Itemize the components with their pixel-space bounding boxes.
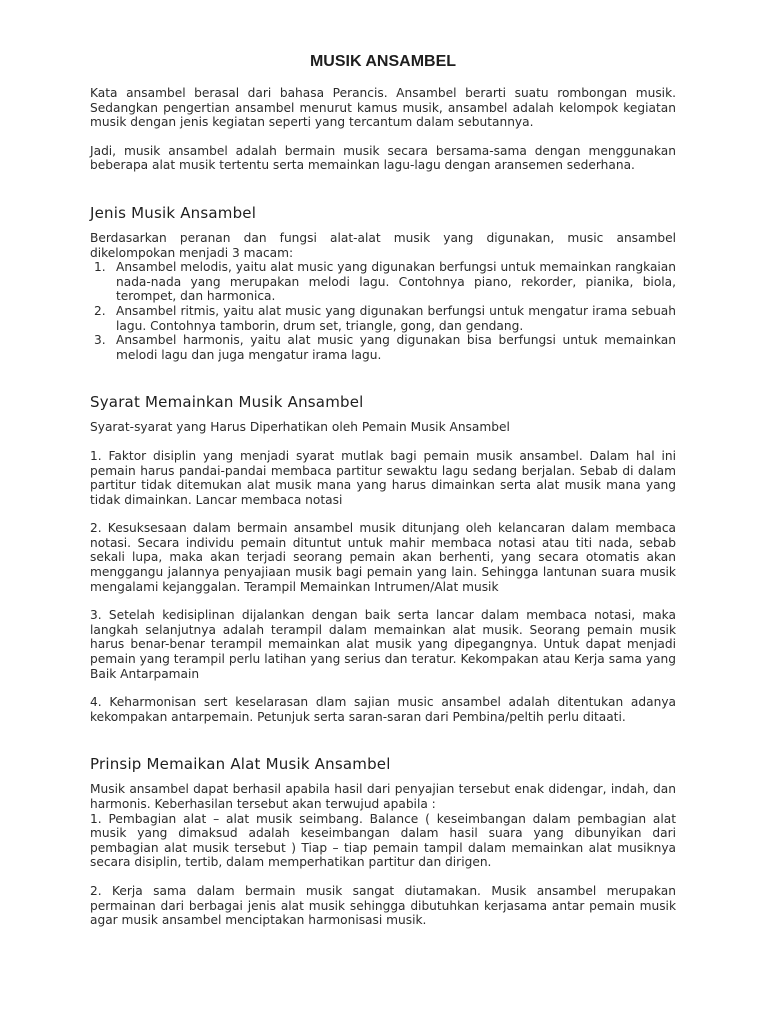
syarat-lead: Syarat-syarat yang Harus Diperhatikan oleh Pemain Musik Ansambel	[90, 420, 510, 435]
prinsip-paragraph-3: 2. Kerja sama dalam bermain musik sangat diutamakan. Musik ansambel merupakan permainan dari berbagai jenis alat musik sehingga dibutuhkan kerjasama antar pemain musik agar musik ansambel menciptakan harmonisasi musik.	[90, 883, 676, 928]
list-item-text: Ansambel ritmis, yaitu alat music yang digunakan berfungsi untuk mengatur irama sebuah lagu. Contohnya tamborin, drum set, triangle, gong, dan gendang.	[116, 303, 676, 333]
list-item	[90, 260, 676, 304]
jenis-lead: Berdasarkan peranan dan fungsi alat-alat musik yang digunakan, music ansambel dikelompokan menjadi 3 macam:	[90, 230, 676, 260]
list-item	[90, 333, 676, 362]
document-title: MUSIK ANSAMBEL	[309, 53, 457, 70]
syarat-paragraph-2: 2. Kesuksesaan dalam bermain ansambel musik ditunjang oleh kelancaran dalam membaca notasi. Secara individu pemain dituntut untuk mahir membaca notasi atau titi nada, sebab sekali lupa, maka akan terjadi seorang pemain akan berhenti, yang secara otomatis akan menggangu jalannya penyajiaan musik bagi pemain yang lain. Sehingga lantunan suara musik mengalami kejanggalan. Terampil Memainkan Intrumen/Alat musik	[90, 521, 676, 594]
syarat-paragraph-3: 3. Setelah kedisiplinan dijalankan dengan baik serta lancar dalam membaca notasi, maka langkah selanjutnya adalah terampil dalam memainkan alat musik. Seorang pemain musik harus benar-benar terampil memainkan alat musik yang dipegangnya. Untuk dapat menjadi pemain yang terampil perlu latihan yang serius dan teratur. Kekompakan atau Kerja sama yang Baik Antarpamain	[90, 608, 676, 681]
list-item-number: 3.	[94, 333, 106, 348]
intro-paragraph-1: Kata ansambel berasal dari bahasa Perancis. Ansambel berarti suatu rombongan musik. Sedangkan pengertian ansambel menurut kamus musik, ansambel adalah kelompok kegiatan musik dengan jenis kegiatan seperti yang tercantum dalam sebutannya.	[90, 86, 676, 130]
prinsip-paragraph-1: Musik ansambel dapat berhasil apabila hasil dari penyajian tersebut enak didengar, indah, dan harmonis. Keberhasilan tersebut akan terwujud apabila :	[90, 782, 676, 811]
list-item-text: Ansambel melodis, yaitu alat music yang digunakan berfungsi untuk memainkan rangkaian nada-nada yang merupakan melodi lagu. Contohnya piano, rekorder, pianika, biola, terompet, dan harmonica.	[116, 260, 676, 304]
heading-syarat: Syarat Memainkan Musik Ansambel	[90, 393, 364, 412]
intro-paragraph-2: Jadi, musik ansambel adalah bermain musik secara bersama-sama dengan menggunakan beberapa alat musik tertentu serta memainkan lagu-lagu dengan aransemen sederhana.	[90, 143, 676, 173]
heading-prinsip: Prinsip Memaikan Alat Musik Ansambel	[90, 755, 391, 774]
list-item-number: 2.	[94, 303, 106, 318]
prinsip-paragraph-2: 1. Pembagian alat – alat musik seimbang. Balance ( keseimbangan dalam pembagian alat musik yang dimaksud adalah keseimbangan dalam hasil suara yang dibunyikan dari pembagian alat musik tersebut ) Tiap – tiap pemain tampil dalam memainkan alat musiknya secara disiplin, tertib, dalam memperhatikan partitur dan dirigen.	[90, 811, 676, 870]
list-item-number: 1.	[94, 260, 106, 275]
syarat-paragraph-4: 4. Keharmonisan sert keselarasan dlam sajian music ansambel adalah ditentukan adanya kekompakan antarpemain. Petunjuk serta saran-saran dari Pembina/peltih perlu ditaati.	[90, 695, 676, 724]
jenis-list	[90, 260, 676, 362]
list-item	[90, 304, 676, 333]
syarat-paragraph-1: 1. Faktor disiplin yang menjadi syarat mutlak bagi pemain musik ansambel. Dalam hal ini pemain harus pandai-pandai membaca partitur sewaktu lagu sedang berjalan. Sebab di dalam partitur tidak ditemukan alat musik mana yang harus dimainkan serta alat musik mana yang tidak dimainkan. Lancar membaca notasi	[90, 448, 676, 507]
list-item-text: Ansambel harmonis, yaitu alat music yang digunakan bisa berfungsi untuk memainkan melodi lagu dan juga mengatur irama lagu.	[116, 333, 676, 362]
document-content	[90, 52, 676, 928]
heading-jenis: Jenis Musik Ansambel	[90, 203, 257, 222]
